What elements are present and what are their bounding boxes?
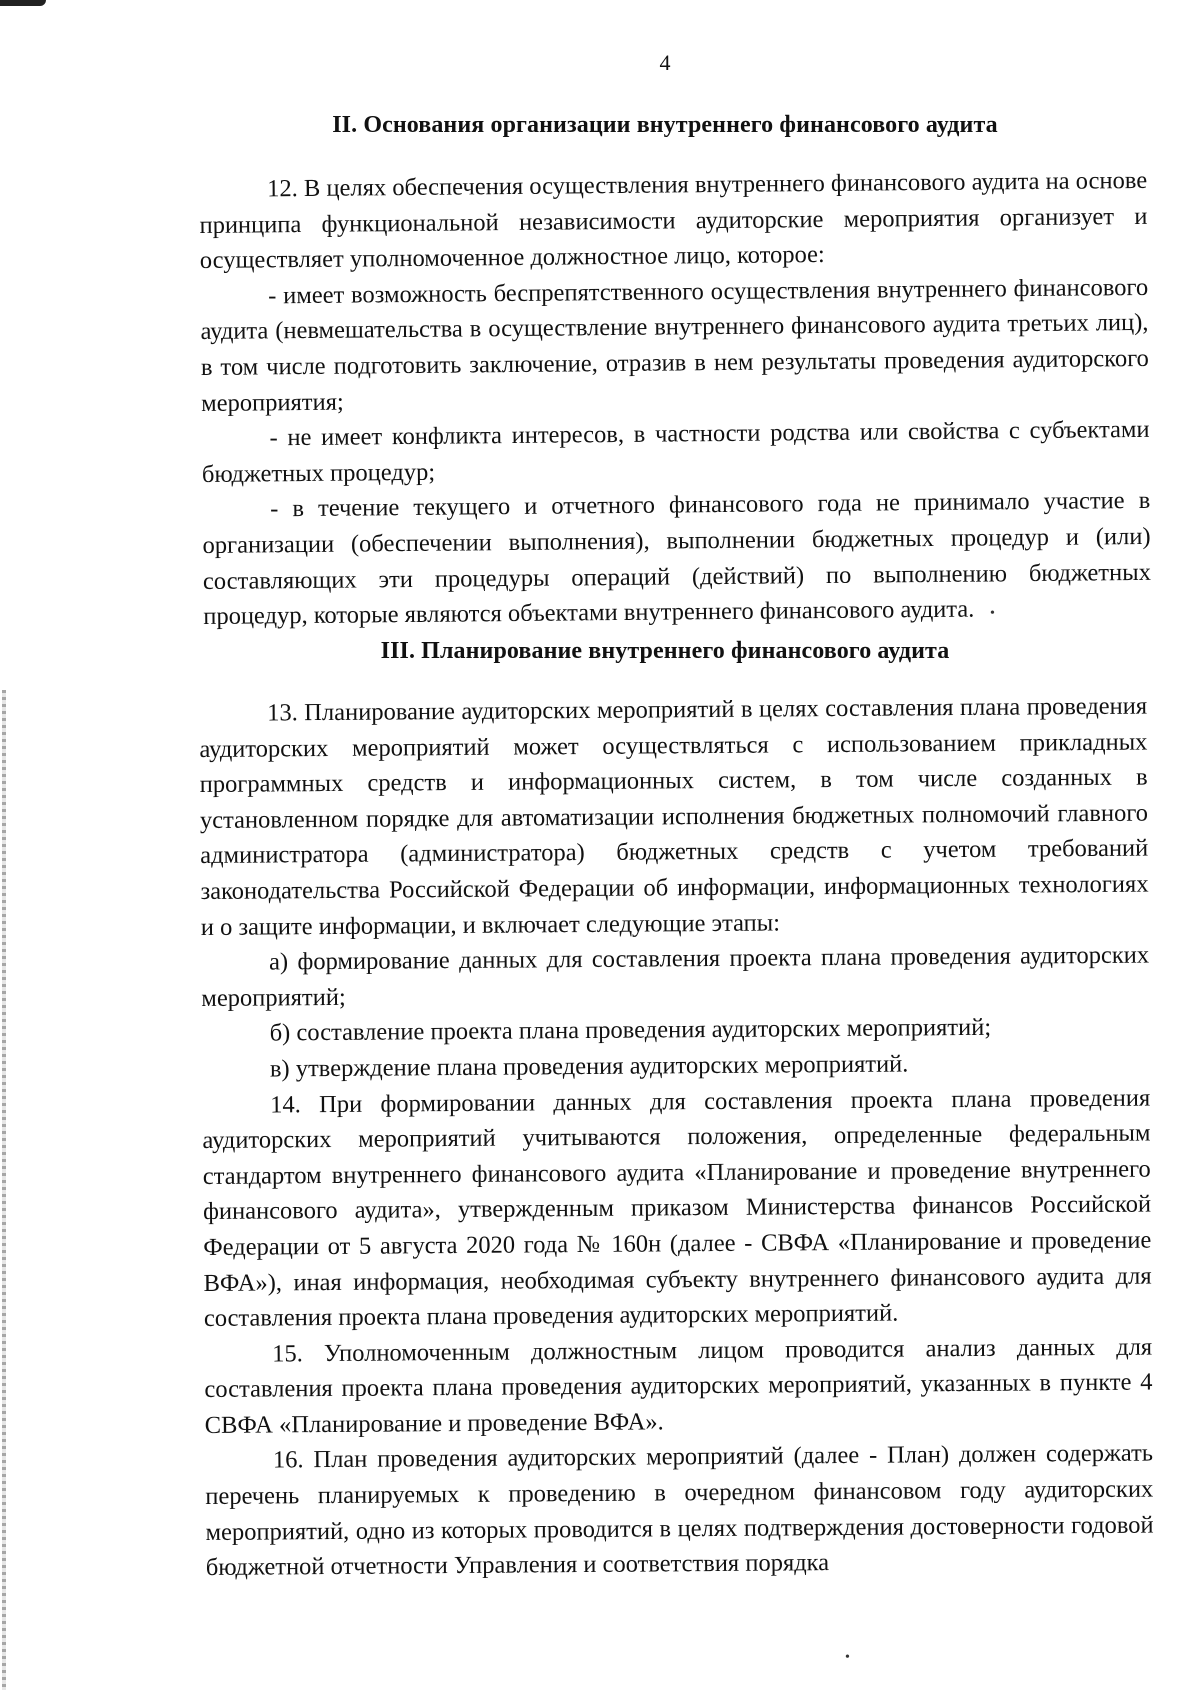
paragraph-12-item-1: - имеет возможность беспрепятственного осуществления внутреннего финансового аудита (невмешательства в осуществление внутреннего финансового аудита третьих лиц), в том числе подготовить заключение, отразив в нем результаты проведения аудиторского мероприятия;	[200, 273, 1149, 417]
scan-speck: •	[990, 606, 995, 621]
paragraph-13: 13. Планирование аудиторских мероприятий в целях составления плана проведения аудиторских мероприятий может осуществляться с использованием прикладных программных средств и информационных систем, в том числе созданных в установленном порядке для автоматизации исполнения бюджетных полномочий главного администратора (администратора) бюджетных средств с учетом требований законодательства Российской Федерации об информации, информационных технологиях и о защите информации, и включает следующие этапы:	[199, 692, 1149, 941]
paragraph-13-item-b: б) составление проекта плана проведения аудиторских мероприятий;	[269, 1014, 992, 1047]
paragraph-16: 16. План проведения аудиторских мероприятий (далее - План) должен содержать перечень планируемых к проведению в очередном финансовом году аудиторских мероприятий, одно из которых проводится в целях подтверждения достоверности годовой бюджетной отчетности Управления и соответствия порядка	[205, 1440, 1154, 1582]
section-3-title: III. Планирование внутреннего финансового аудита	[380, 638, 950, 664]
page-number: 4	[659, 50, 671, 75]
paragraph-14: 14. При формировании данных для составления проекта плана проведения аудиторских мероприятий учитываются положения, определенные федеральным стандартом внутреннего финансового аудита «Планирование и проведение внутреннего финансового аудита», утвержденным приказом Министерства финансов Российской Федерации от 5 августа 2020 года № 160н (далее - СВФА «Планирование и проведение ВФА»), иная информация, необходимая субъекту внутреннего финансового аудита для составления проекта плана проведения аудиторских мероприятий.	[202, 1084, 1152, 1333]
paragraph-12: 12. В целях обеспечения осуществления внутреннего финансового аудита на основе принципа функциональной независимости аудиторские мероприятия организует и осуществляет уполномоченное должностное лицо, которое:	[199, 166, 1148, 275]
paragraph-13-item-a: а) формирование данных для составления проекта плана проведения аудиторских мероприятий;	[201, 941, 1150, 1012]
paragraph-12-item-3: - в течение текущего и отчетного финансового года не принимало участие в организации (обеспечении выполнения), выполнении бюджетных процедур и (или) составляющих эти процедуры операций (действий) по выполнению бюджетных процедур, которые являются объектами внутреннего финансового аудита.	[202, 487, 1152, 631]
scan-edge-artifact	[0, 0, 46, 6]
scan-binding-shadow	[2, 690, 6, 1690]
scan-speck: •	[845, 1650, 850, 1665]
paragraph-13-item-c: в) утверждение плана проведения аудиторских мероприятий.	[269, 1050, 909, 1083]
section-3-body	[199, 689, 1154, 1586]
paragraph-15: 15. Уполномоченным должностным лицом проводится анализ данных для составления проекта плана проведения аудиторских мероприятий, указанных в пункте 4 СВФА «Планирование и проведение ВФА».	[204, 1333, 1153, 1439]
paragraph-12-item-2: - не имеет конфликта интересов, в частности родства или свойства с субъектами бюджетных процедур;	[201, 416, 1150, 488]
section-2-body	[199, 163, 1151, 635]
section-2-title: II. Основания организации внутреннего финансового аудита	[332, 112, 998, 138]
